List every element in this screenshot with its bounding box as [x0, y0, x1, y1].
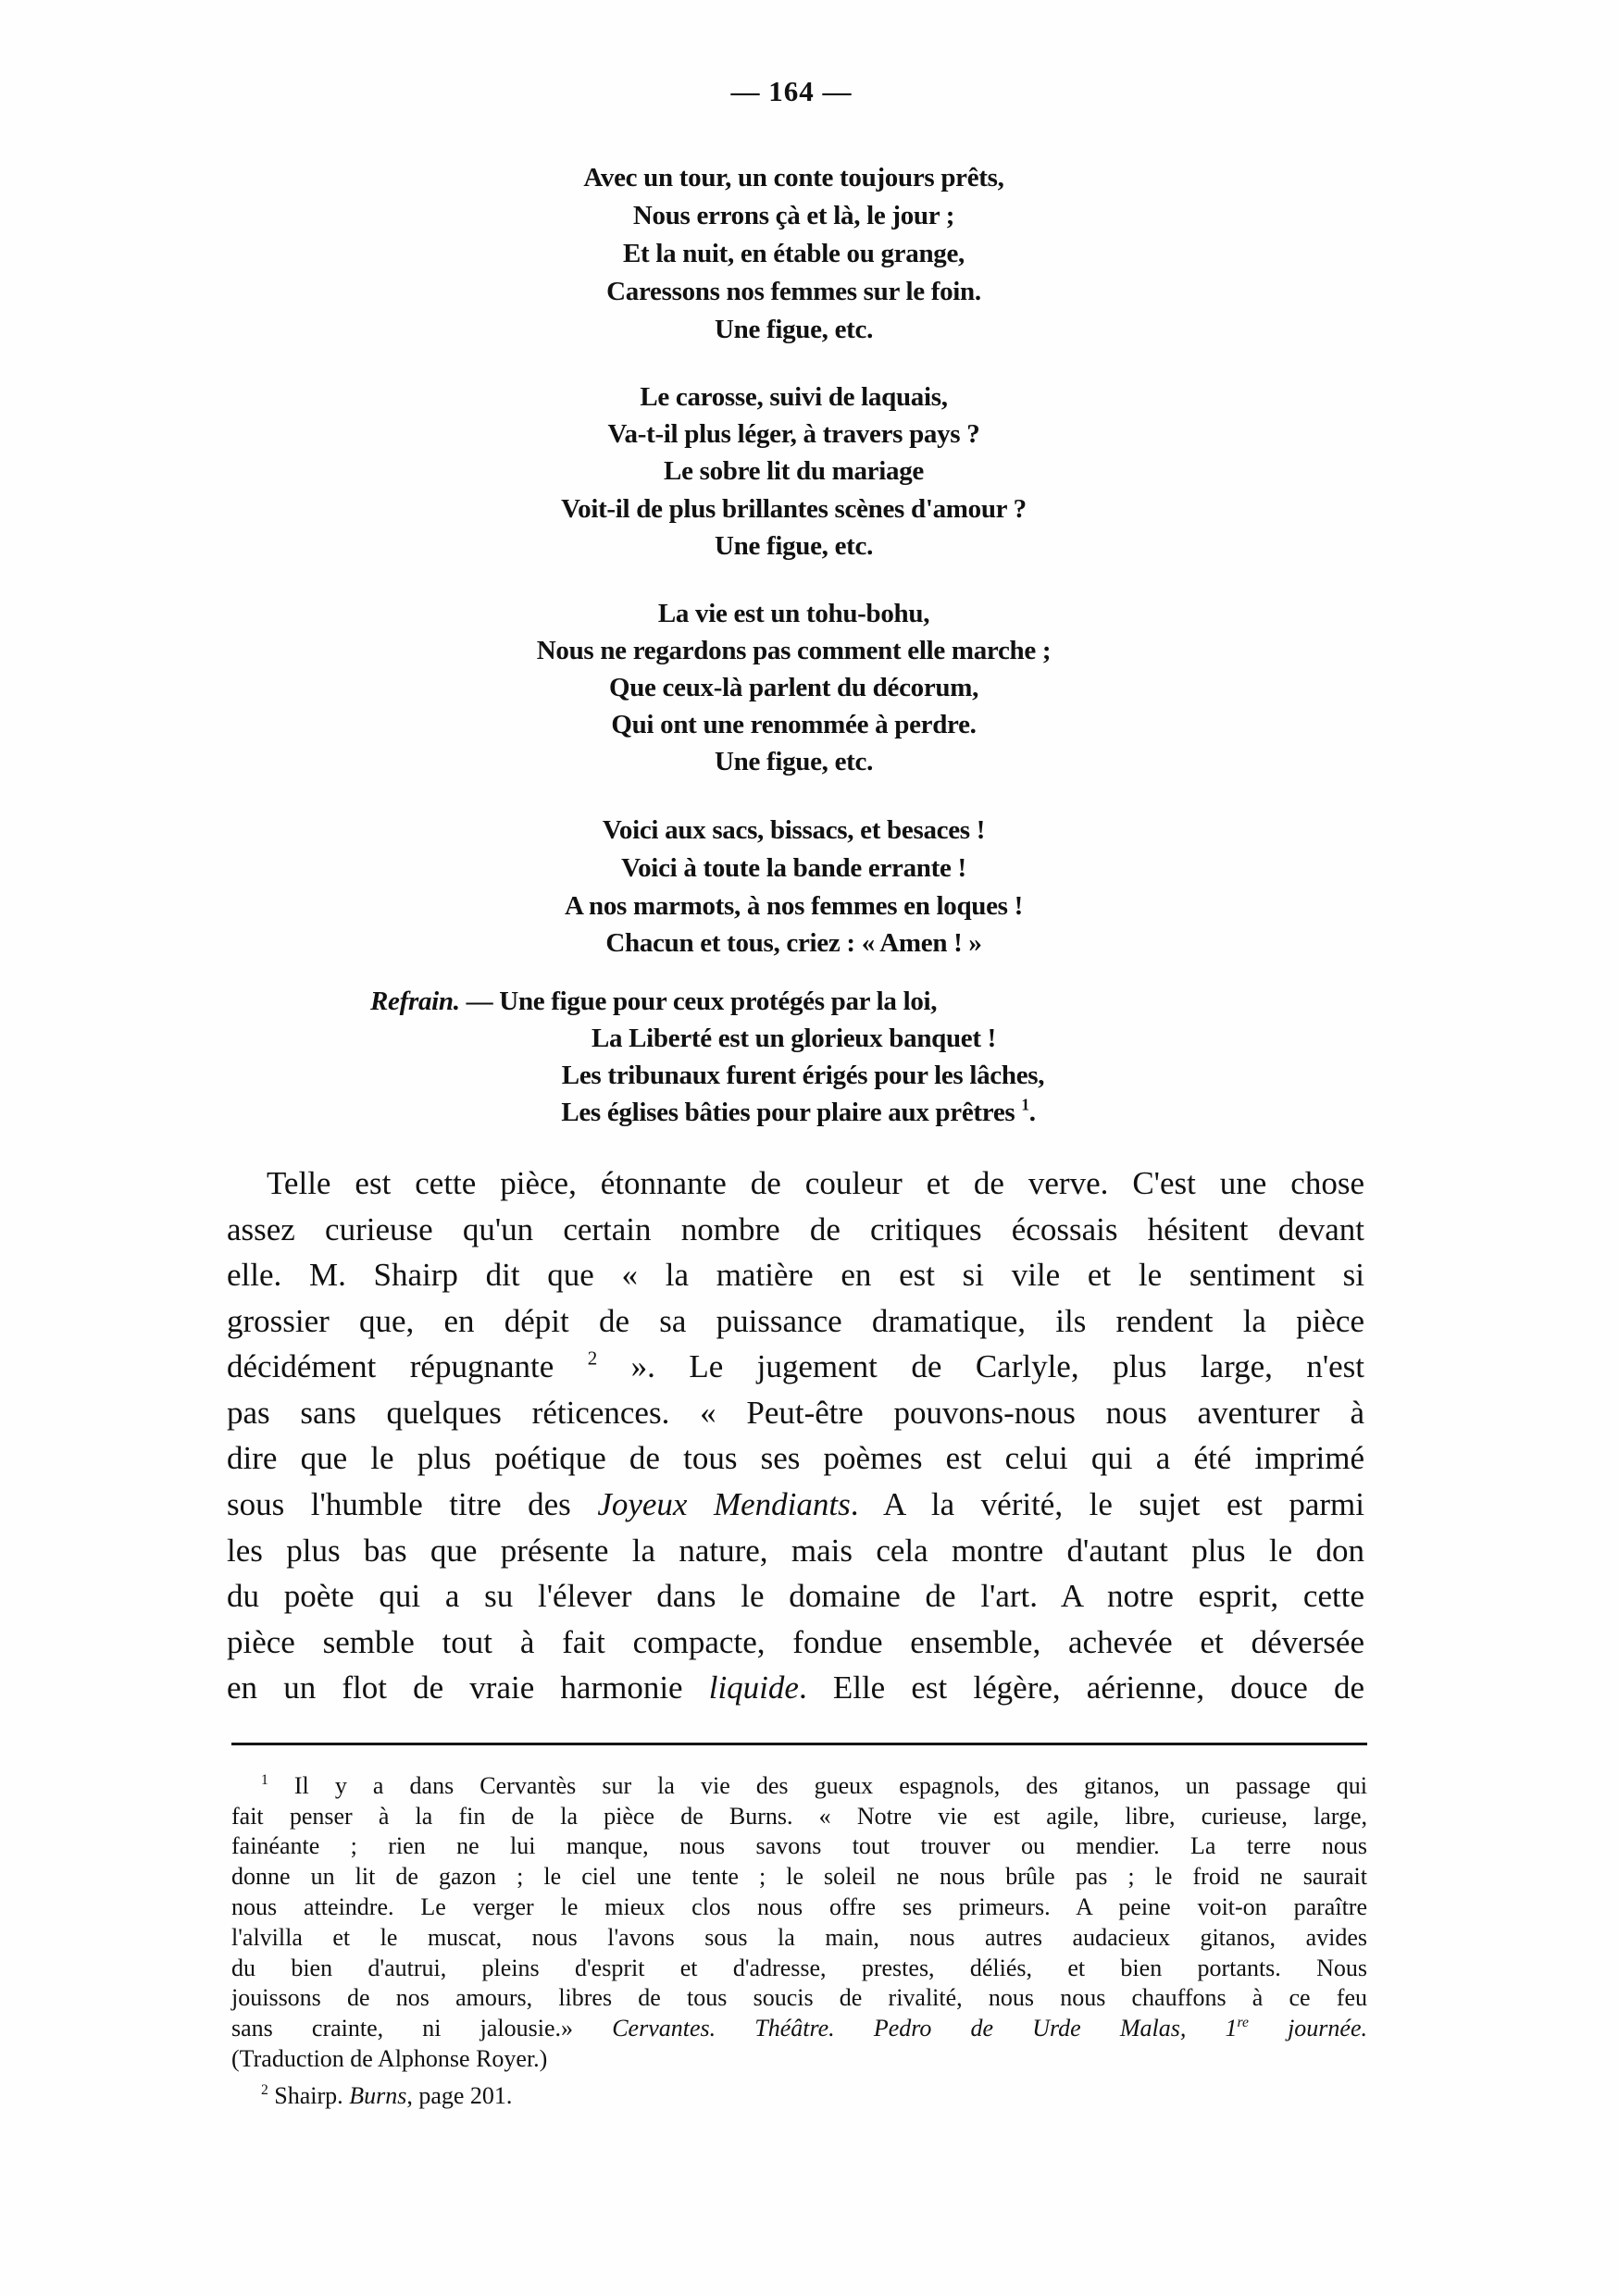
verse-line: Voici à toute la bande errante !	[621, 853, 966, 883]
page-number: — 164 —	[730, 75, 853, 107]
paragraph-line: les plus bas que présente la nature, mais cela montre d'autant plus le don	[227, 1533, 1364, 1569]
ordinal-suffix: re	[1237, 2014, 1249, 2030]
footnote-number: 1	[261, 1771, 268, 1788]
text-run: . A la vérité, le sujet est parmi	[850, 1486, 1364, 1522]
footnote-line: nous atteindre. Le verger le mieux clos nous offre ses primeurs. A peine voit-on paraître	[231, 1893, 1367, 1920]
citation: journée.	[1248, 2015, 1367, 2042]
footnote-ref[interactable]: 2	[587, 1347, 598, 1370]
book-title: Burns	[349, 2082, 407, 2109]
paragraph-line: dire que le plus poétique de tous ses poèmes est celui qui a été imprimé	[227, 1440, 1364, 1476]
verse-line: Nous errons çà et là, le jour ;	[632, 201, 955, 230]
refrain-line	[370, 986, 1217, 1017]
footnote-line: fait penser à la fin de la pièce de Burns. « Notre vie est agile, libre, curieuse, large,	[231, 1803, 1367, 1830]
text-run: Il y a dans Cervantès sur la vie des gueux espagnols, des gitanos, un passage qui	[293, 1772, 1368, 1799]
verse-line: Le sobre lit du mariage	[664, 456, 924, 486]
refrain-line: La Liberté est un glorieux banquet !	[591, 1024, 997, 1053]
verse-line: Qui ont une renommée à perdre.	[611, 710, 977, 739]
verse-line: Chacun et tous, criez : « Amen ! »	[605, 928, 982, 958]
citation: Cervantes. Théâtre. Pedro de Urde Malas, 1	[612, 2015, 1238, 2042]
paragraph-line: pièce semble tout à fait compacte, fondue ensemble, achevée et déversée	[227, 1624, 1364, 1660]
punctuation: .	[1028, 1098, 1036, 1127]
text-run: décidément répugnante	[227, 1348, 554, 1384]
footnote-line: l'alvilla et le muscat, nous l'avons sous la main, nous autres audacieux gitanos, avides	[231, 1924, 1367, 1951]
paragraph-line	[227, 1485, 1364, 1524]
footnote-number: 2	[261, 2081, 268, 2098]
footnote-line	[231, 2015, 1367, 2042]
paragraph-line: pas sans quelques réticences. « Peut-être pouvons-nous nous aventurer à	[227, 1395, 1364, 1431]
footnote-line	[261, 2082, 1367, 2110]
footnote-ref[interactable]: 1	[1021, 1095, 1029, 1114]
footnote-line: jouissons de nos amours, libres de tous soucis de rivalité, nous nous chauffons à ce feu	[231, 1984, 1367, 2011]
refrain-line	[375, 1097, 1222, 1128]
verse-line-refrain-cue: Une figue, etc.	[714, 315, 874, 344]
verse-line: La vie est un tohu-bohu,	[657, 599, 930, 628]
verse-line: Le carosse, suivi de laquais,	[640, 382, 948, 412]
text-run: ». Le jugement de Carlyle, plus large, n'est	[597, 1348, 1365, 1384]
footnote-line	[261, 1772, 1367, 1800]
verse-line: A nos marmots, à nos femmes en loques !	[565, 891, 1023, 921]
text-run: sous l'humble titre des	[227, 1486, 598, 1522]
verse-line: Voit-il de plus brillantes scènes d'amour ?	[561, 494, 1027, 524]
verse-line: Et la nuit, en étable ou grange,	[622, 239, 965, 268]
text-run: sans crainte, ni jalousie.»	[231, 2015, 613, 2042]
refrain-label: Refrain.	[370, 987, 460, 1016]
footnote-line: (Traduction de Alphonse Royer.)	[231, 2045, 548, 2072]
text-run: . Elle est légère, aérienne, douce de	[798, 1669, 1364, 1706]
paragraph-line: du poète qui a su l'élever dans le domaine de l'art. A notre esprit, cette	[227, 1578, 1364, 1614]
text-run: en un flot de vraie harmonie	[227, 1669, 709, 1706]
verse-line: Nous ne regardons pas comment elle marche ;	[536, 636, 1052, 665]
emphasis: liquide	[708, 1669, 799, 1706]
verse-line: Que ceux-là parlent du décorum,	[608, 673, 979, 702]
footnote-divider	[231, 1743, 1367, 1745]
verse-line-refrain-cue: Une figue, etc.	[714, 747, 874, 776]
refrain-text: Les églises bâties pour plaire aux prêtres	[561, 1098, 1015, 1127]
book-title: Joyeux Mendiants	[597, 1486, 851, 1522]
verse-line-refrain-cue: Une figue, etc.	[714, 531, 874, 561]
paragraph-line: Telle est cette pièce, étonnante de couleur et de verve. C'est une chose	[267, 1165, 1364, 1201]
verse-line: Caressons nos femmes sur le foin.	[606, 277, 981, 306]
paragraph-line: grossier que, en dépit de sa puissance dramatique, ils rendent la pièce	[227, 1303, 1364, 1339]
refrain-line: Les tribunaux furent érigés pour les lâches,	[561, 1061, 1045, 1090]
footnote-line: du bien d'autrui, pleins d'esprit et d'adresse, prestes, déliés, et bien portants. Nous	[231, 1955, 1367, 1981]
verse-line: Voici aux sacs, bissacs, et besaces !	[602, 815, 986, 845]
footnote-line: fainéante ; rien ne lui manque, nous savons tout trouver ou mendier. La terre nous	[231, 1832, 1367, 1859]
footnote-line: donne un lit de gazon ; le ciel une tente ; le soleil ne nous brûle pas ; le froid ne saurait	[231, 1863, 1367, 1890]
text-run: Shairp.	[274, 2082, 350, 2109]
paragraph-line: elle. M. Shairp dit que « la matière en est si vile et le sentiment si	[227, 1257, 1364, 1293]
paragraph-line	[227, 1347, 1364, 1386]
verse-line: Va-t-il plus léger, à travers pays ?	[607, 419, 980, 449]
refrain-text: — Une figue pour ceux protégés par la loi,	[466, 987, 938, 1016]
verse-line: Avec un tour, un conte toujours prêts,	[583, 163, 1004, 192]
paragraph-line	[227, 1669, 1364, 1707]
text-run: , page 201.	[406, 2082, 513, 2109]
paragraph-line: assez curieuse qu'un certain nombre de critiques écossais hésitent devant	[227, 1211, 1364, 1247]
